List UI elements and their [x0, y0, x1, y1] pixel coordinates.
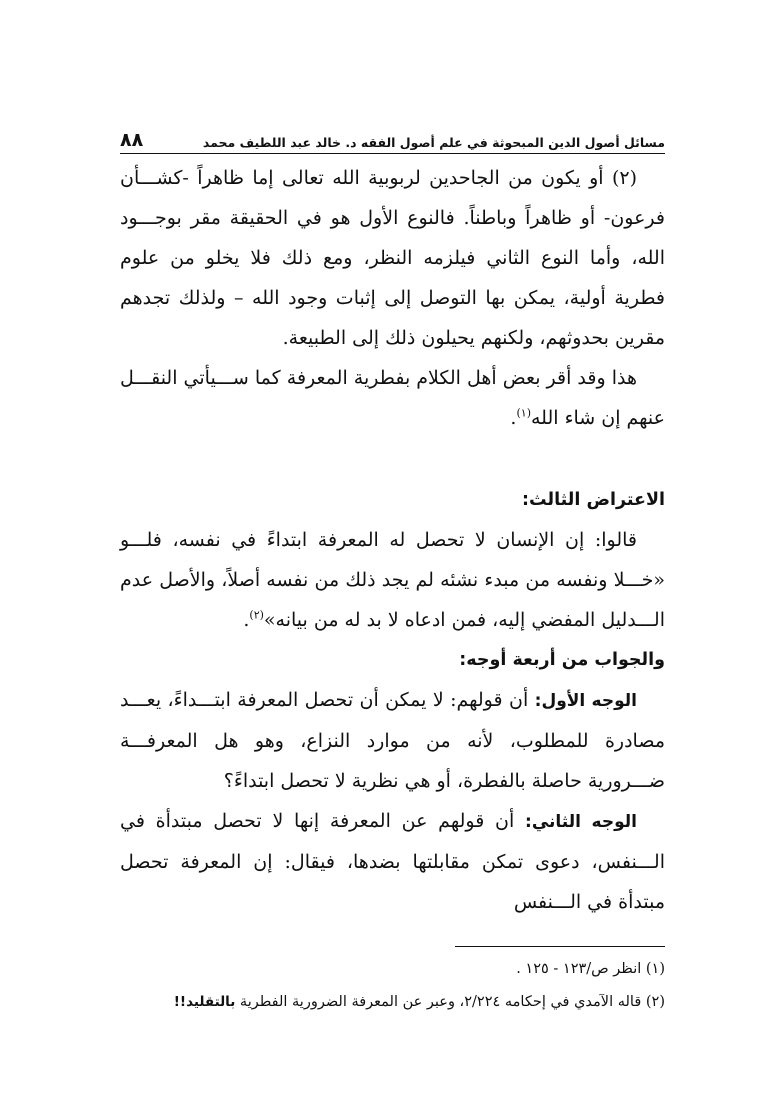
paragraph-end: . [510, 407, 517, 429]
paragraph-text: هذا وقد أقر بعض أهل الكلام بفطرية المعرفة كما ســـيأتي النقـــل عنهم إن شاء الله [120, 367, 665, 429]
footnote-ref-1[interactable]: (١) [516, 406, 531, 420]
running-header [120, 130, 665, 154]
paragraph-text: قالوا: إن الإنسان لا تحصل له المعرفة ابتداءً في نفسه، فلـــو «خـــلا ونفسه من مبدء نشئه لم يجد ذلك من نفسه أصلاً، والأصل عدم الـــدليل المفضي إليه، فمن ادعاه لا بد له من بيانه» [120, 529, 665, 631]
footnote-separator [455, 946, 665, 947]
section-heading-third-objection: الاعتراض الثالث: [521, 490, 665, 510]
running-header-title: مسائل أصول الدين المبحوثة في علم أصول الفقه د. خالد عبد اللطيف محمد [202, 135, 665, 150]
aspect-lead: الوجه الأول: [534, 691, 637, 711]
page-number: ٨٨ [120, 129, 144, 151]
footnote-ref-2[interactable]: (٢) [249, 608, 264, 622]
paragraph-second-aspect [120, 801, 665, 922]
paragraph-first-aspect [120, 680, 665, 801]
section-spacer [120, 438, 665, 480]
footnote-2 [120, 986, 665, 1019]
footnote-emphasis: بالتقليد!! [173, 994, 236, 1010]
aspect-lead: الوجه الثاني: [525, 812, 637, 832]
paragraph-third-objection [120, 520, 665, 640]
footnote-text: (٢) قاله الآمدي في إحكامه ٢/٢٢٤، وعبر عن المعرفة الضرورية الفطرية [235, 994, 665, 1010]
aspect-text: أن قولهم: لا يمكن أن تحصل المعرفة ابتـــداءً، يعـــد مصادرة للمطلوب، لأنه من موارد النزاع، وهو هل المعرفـــة ضـــرورية حاصلة بالفطرة، أو هي نظرية لا تحصل ابتداءً؟ [120, 689, 665, 792]
paragraph-end: . [243, 609, 250, 631]
document-page [120, 130, 665, 1019]
footnotes [120, 953, 665, 1019]
footnote-1: (١) انظر ص/١٢٣ - ١٢٥ . [516, 961, 665, 977]
paragraph-kalam-acknowledgement [120, 358, 665, 438]
paragraph-objection-type-two: (٢) أو يكون من الجاحدين لربوبية الله تعالى إما ظاهراً -كشـــأن فرعون- أو ظاهراً وباطناً. فالنوع الأول هو في الحقيقة مقر بوجـــود الله، وأما النوع الثاني فيلزمه النظر، ومع ذلك فلا يخلو من علوم فطرية أولية، يمكن بها التوصل إلى إثبات وجود الله – ولذلك تجدهم مقرين بحدوثهم، ولكنهم يحيلون ذلك إلى الطبيعة. [120, 167, 665, 349]
aspect-text: أن قولهم عن المعرفة إنها لا تحصل مبتدأة في الـــنفس، دعوى تمكن مقابلتها بضدها، فيقال: إن المعرفة تحصل مبتدأة في الـــنفس [120, 810, 665, 913]
answer-heading: والجواب من أربعة أوجه: [459, 650, 665, 670]
body-text [120, 158, 665, 922]
